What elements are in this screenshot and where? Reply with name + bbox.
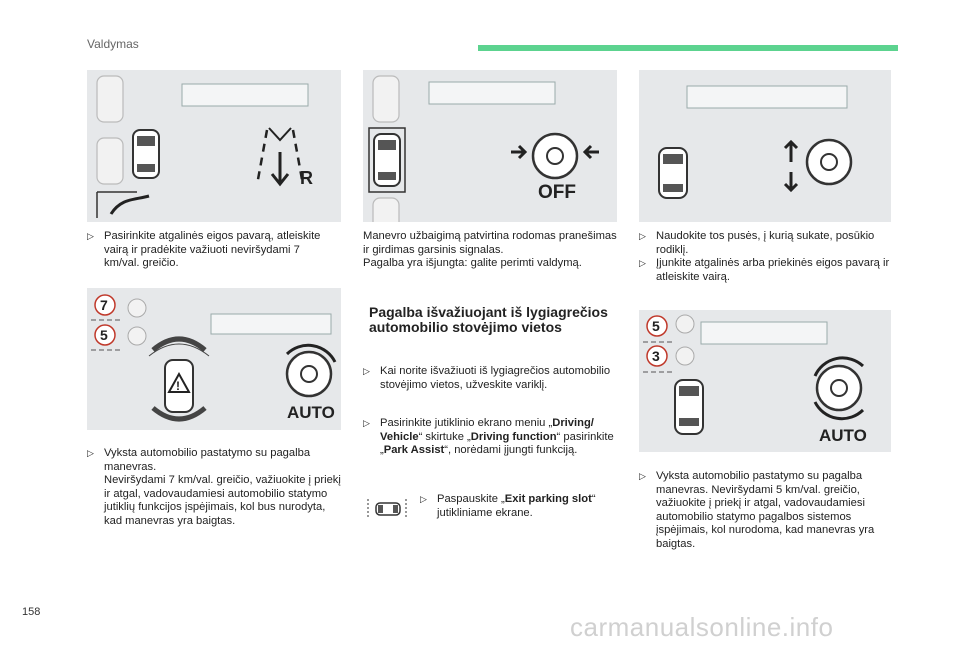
bullet-icon: ▷ xyxy=(87,448,94,458)
col1-step2: ▷ Vyksta automobilio pastatymo su pagalba manevras. Neviršydami 7 km/val. greičio, važiuokite į priekį ir atgal, vadovaudamiesi automobilio statymo jutiklių funkcijos įspėjimais, kol bus nurodyta, kad manevras yra baigtas. xyxy=(87,447,341,527)
bullet-icon: ▷ xyxy=(87,231,94,241)
speed-badge-5: 5 xyxy=(100,327,108,343)
bullet-icon: ▷ xyxy=(363,366,370,376)
col2-paragraph: Manevro užbaigimą patvirtina rodomas pranešimas ir girdimas garsinis signalas. Pagalba yra išjungta: galite perimti valdymą. xyxy=(363,230,617,270)
warning-mark: ! xyxy=(176,379,180,393)
watermark: carmanualsonline.info xyxy=(570,612,834,642)
diagram-auto-exit xyxy=(639,310,891,452)
speed-badge-5: 5 xyxy=(652,318,660,334)
diagram-auto-maneuver xyxy=(87,288,341,430)
col3-step3: ▷ Vyksta automobilio pastatymo su pagalba manevras. Neviršydami 5 km/val. greičio, važiuokite į priekį ir atgal, vadovaudamiesi automobilio statymo pagalbos sistemos įspėjimais, kol nurodoma, kad manevras yra baigtas. xyxy=(639,470,875,550)
bullet-icon: ▷ xyxy=(420,494,427,504)
bullet-icon: ▷ xyxy=(363,418,370,428)
section-title: Pagalba išvažiuojant iš lygiagrečios automobilio stovėjimo vietos xyxy=(369,304,608,335)
exit-parking-slot-icon xyxy=(366,497,408,521)
speed-badge-7: 7 xyxy=(100,297,108,313)
section-header: Valdymas xyxy=(87,37,139,51)
reverse-gear-letter: R xyxy=(300,168,313,188)
col3-steps: ▷ Naudokite tos pusės, į kurią sukate, posūkio rodiklį. ▷ Įjunkite atgalinės arba priekinės eigos pavarą ir atleiskite vairą. xyxy=(639,230,890,283)
col2-step3: ▷ Paspauskite „Exit parking slot“ jutikliniame ekrane. xyxy=(420,493,596,519)
col2-step1: ▷ Kai norite išvažiuoti iš lygiagrečios automobilio stovėjimo vietos, užveskite variklį. xyxy=(363,365,611,391)
bullet-icon: ▷ xyxy=(639,258,646,269)
page-number: 158 xyxy=(22,606,41,618)
auto-label-1: AUTO xyxy=(287,403,335,422)
diagram-indicator xyxy=(639,70,891,222)
bullet-icon: ▷ xyxy=(639,471,646,481)
col2-step2: ▷ Pasirinkite jutiklinio ekrano meniu „Driving/ Vehicle“ skirtuke „Driving function“ pasirinkite „Park Assist“, norėdami įjungti funkciją. xyxy=(363,417,614,457)
speed-badge-3: 3 xyxy=(652,348,660,364)
col1-step1: ▷ Pasirinkite atgalinės eigos pavarą, atleiskite vairą ir pradėkite važiuoti neviršydami 7 km/val. greičio. xyxy=(87,230,321,270)
bullet-icon: ▷ xyxy=(639,231,646,241)
diagram-maneuver-complete xyxy=(363,70,617,222)
auto-label-2: AUTO xyxy=(819,426,867,445)
diagram-reverse-start xyxy=(87,70,341,222)
off-label: OFF xyxy=(538,182,576,203)
section-header-bar xyxy=(478,45,898,51)
